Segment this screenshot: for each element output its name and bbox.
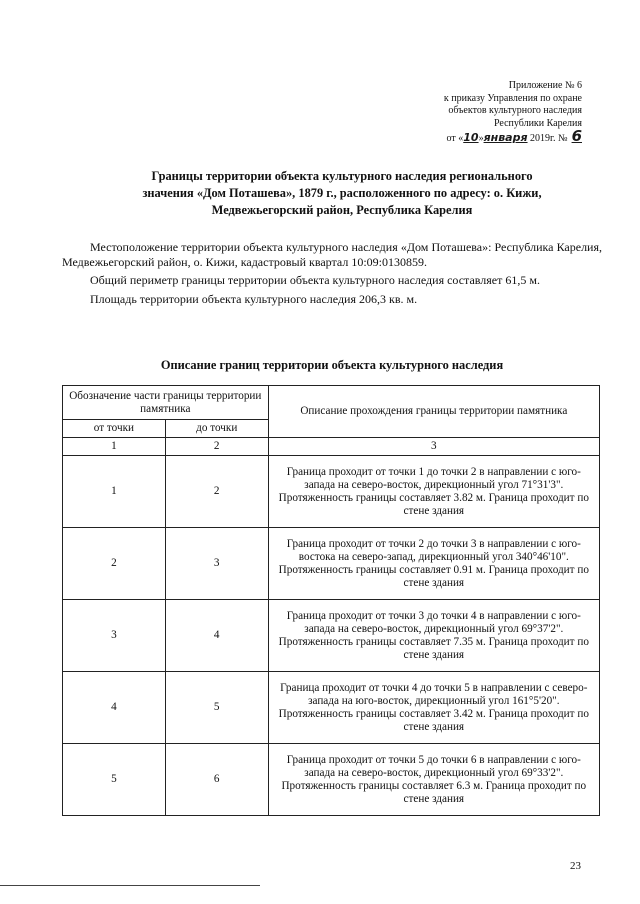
date-suffix: 2019г. № bbox=[527, 133, 568, 145]
header-boundary-part: Обозначение части границы территории памятника bbox=[63, 386, 269, 420]
handwritten-month: января bbox=[483, 131, 528, 145]
date-prefix: от « bbox=[446, 133, 464, 145]
table-row bbox=[63, 528, 600, 600]
table-column-numbers-row bbox=[63, 438, 600, 456]
document-title bbox=[100, 168, 584, 219]
description-cell: Граница проходит от точки 1 до точки 2 в направлении с юго-запада на северо-восток, дирекционный угол 71°31'3". Протяженность границы составляет 3.82 м. Граница проходит по стене здания bbox=[268, 456, 599, 528]
description-cell: Граница проходит от точки 2 до точки 3 в направлении с юго-востока на северо-запад, дирекционный угол 340°46'10". Протяженность границы составляет 0.91 м. Граница проходит по стене здания bbox=[268, 528, 599, 600]
from-point-cell: 3 bbox=[63, 600, 166, 672]
from-point-cell: 2 bbox=[63, 528, 166, 600]
from-point-cell: 1 bbox=[63, 456, 166, 528]
header-description: Описание прохождения границы территории памятника bbox=[268, 386, 599, 438]
appendix-line: к приказу Управления по охране bbox=[443, 92, 582, 104]
appendix-line: объектов культурного наследия bbox=[448, 105, 582, 117]
intro-text bbox=[62, 240, 602, 310]
title-line: значения «Дом Поташева», 1879 г., расположенного по адресу: о. Кижи, bbox=[142, 186, 542, 200]
to-point-cell: 4 bbox=[165, 600, 268, 672]
description-cell: Граница проходит от точки 3 до точки 4 в направлении с юго-запада на северо-восток, дирекционный угол 69°37'2". Протяженность границы составляет 7.35 м. Граница проходит по стене здания bbox=[268, 600, 599, 672]
section-title: Описание границ территории объекта культурного наследия bbox=[160, 358, 504, 372]
to-point-cell: 6 bbox=[165, 744, 268, 816]
description-cell: Граница проходит от точки 4 до точки 5 в направлении с северо-запада на юго-восток, дирекционный угол 161°5'20". Протяженность границы составляет 3.42 м. Граница проходит по стене здания bbox=[268, 672, 599, 744]
title-line: Медвежьегорский район, Республика Карелия bbox=[211, 203, 473, 217]
table-row bbox=[63, 600, 600, 672]
scan-edge-line bbox=[0, 885, 260, 886]
date-mid: » bbox=[478, 133, 484, 145]
area-paragraph: Площадь территории объекта культурного наследия 206,3 кв. м. bbox=[90, 291, 418, 306]
handwritten-day: 10 bbox=[463, 131, 479, 145]
perimeter-paragraph: Общий периметр границы территории объекта культурного наследия составляет 61,5 м. bbox=[90, 273, 540, 288]
header-from-point: от точки bbox=[63, 420, 166, 438]
column-number: 2 bbox=[165, 438, 268, 456]
page-number: 23 bbox=[570, 860, 581, 872]
table-row bbox=[63, 672, 600, 744]
to-point-cell: 2 bbox=[165, 456, 268, 528]
title-line: Границы территории объекта культурного наследия регионального bbox=[151, 169, 533, 183]
to-point-cell: 3 bbox=[165, 528, 268, 600]
boundaries-table bbox=[62, 385, 600, 816]
description-cell: Граница проходит от точки 5 до точки 6 в направлении с юго-запада на северо-восток, дирекционный угол 69°33'2". Протяженность границы составляет 6.3 м. Граница проходит по стене здания bbox=[268, 744, 599, 816]
appendix-line: Республики Карелия bbox=[493, 117, 582, 129]
from-point-cell: 4 bbox=[63, 672, 166, 744]
column-number: 1 bbox=[63, 438, 166, 456]
table-row bbox=[63, 744, 600, 816]
header-to-point: до точки bbox=[165, 420, 268, 438]
appendix-line: Приложение № 6 bbox=[508, 80, 582, 91]
from-point-cell: 5 bbox=[63, 744, 166, 816]
to-point-cell: 5 bbox=[165, 672, 268, 744]
handwritten-order-number: 6 bbox=[571, 127, 582, 146]
appendix-header bbox=[430, 80, 582, 146]
location-paragraph: Местоположение территории объекта культурного наследия «Дом Поташева»: Республика Карелия, Медвежьегорский район, о. Кижи, кадастровый квартал 10:09:0130859. bbox=[62, 240, 602, 269]
appendix-date-line bbox=[430, 127, 582, 146]
column-number: 3 bbox=[268, 438, 599, 456]
table-row bbox=[63, 456, 600, 528]
table-header-row bbox=[63, 386, 600, 420]
